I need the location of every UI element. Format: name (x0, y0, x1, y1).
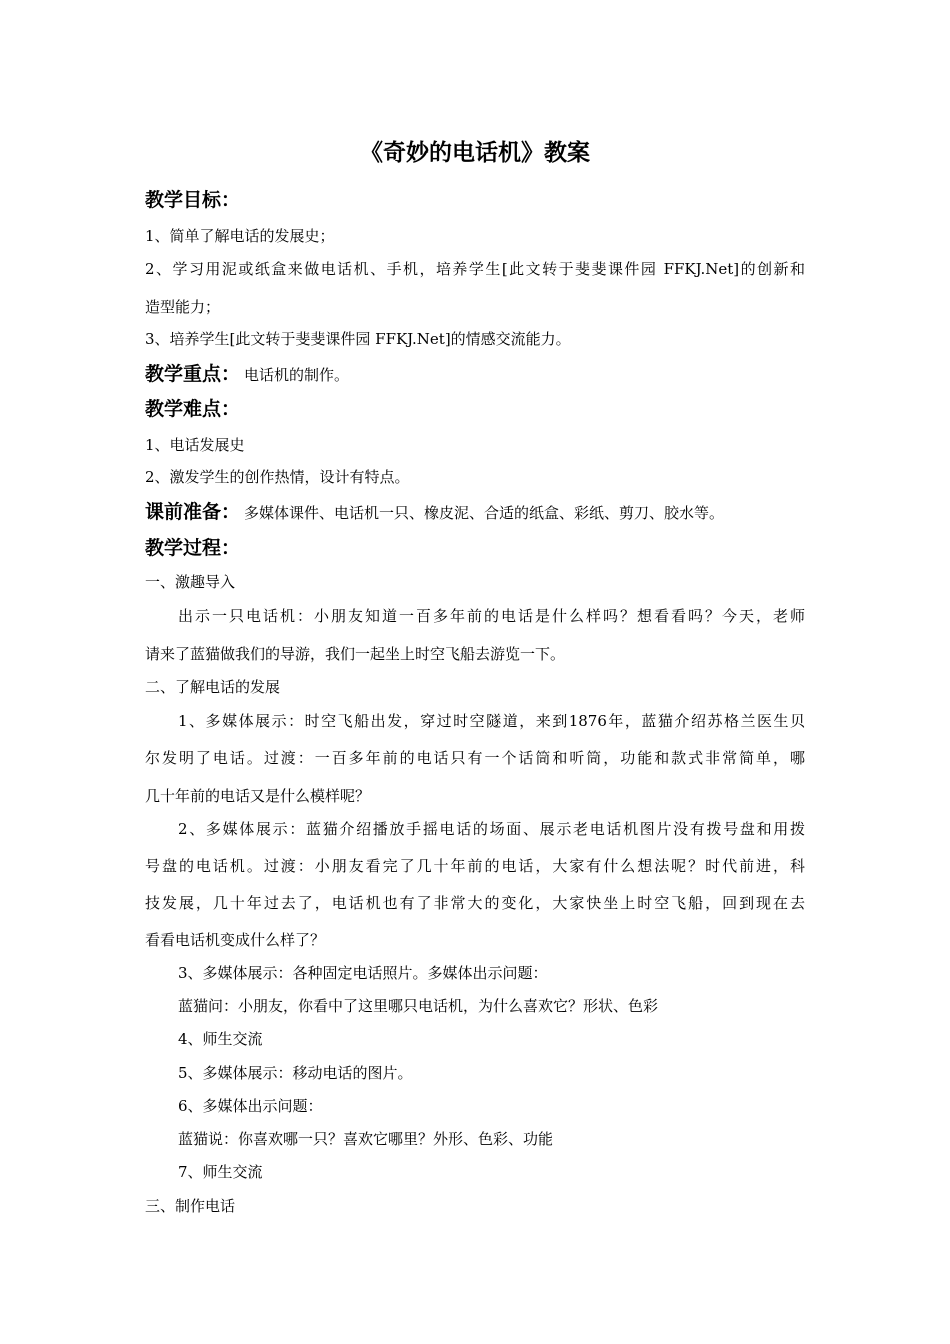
objective-item-2: 2、学习用泥或纸盒来做电话机、手机，培养学生[此文转于斐斐课件园 FFKJ.Net]的创新和 (145, 260, 805, 278)
process-heading: 教学过程： (145, 537, 241, 559)
part2-step2-line-2: 号盘的电话机。过渡：小朋友看完了几十年前的电话，大家有什么想法呢？时代前进，科 (145, 857, 805, 875)
preparation-heading: 课前准备： (145, 501, 241, 523)
part1-line-1: 出示一只电话机：小朋友知道一百多年前的电话是什么样吗？想看看吗？今天，老师 (178, 607, 805, 625)
difficulty-item-1: 1、电话发展史 (145, 436, 245, 454)
part2-step1-line-2: 尔发明了电话。过渡：一百多年前的电话只有一个话筒和听筒，功能和款式非常简单，哪 (145, 749, 805, 767)
objectives-heading: 教学目标： (145, 189, 241, 211)
key-point-text: 电话机的制作。 (244, 366, 350, 384)
part2-step1-line-3: 几十年前的电话又是什么模样呢？ (145, 787, 371, 805)
part2-step6-question: 蓝猫说：你喜欢哪一只？喜欢它哪里？外形、色彩、功能 (178, 1130, 554, 1148)
objective-item-1: 1、简单了解电话的发展史； (145, 227, 335, 245)
key-point-row (145, 361, 349, 388)
part2-step1-line-1: 1、多媒体展示：时空飞船出发，穿过时空隧道，来到1876年，蓝猫介绍苏格兰医生贝 (178, 712, 805, 730)
part1-line-2: 请来了蓝猫做我们的导游，我们一起坐上时空飞船去游览一下。 (145, 645, 566, 663)
difficulty-item-2: 2、激发学生的创作热情，设计有特点。 (145, 468, 410, 486)
part3-title: 三、制作电话 (145, 1197, 236, 1215)
objective-item-2-cont: 造型能力； (145, 298, 221, 316)
part2-step4: 4、师生交流 (178, 1030, 263, 1048)
part2-title: 二、了解电话的发展 (145, 678, 281, 696)
part2-step2-line-1: 2、多媒体展示：蓝猫介绍播放手摇电话的场面、展示老电话机图片没有拨号盘和用拨 (178, 820, 805, 838)
part2-step3-question: 蓝猫问：小朋友，你看中了这里哪只电话机，为什么喜欢它？形状、色彩 (178, 997, 659, 1015)
preparation-text: 多媒体课件、电话机一只、橡皮泥、合适的纸盒、彩纸、剪刀、胶水等。 (244, 504, 725, 522)
part2-step3: 3、多媒体展示：各种固定电话照片。多媒体出示问题： (178, 964, 548, 982)
part2-step5: 5、多媒体展示：移动电话的图片。 (178, 1064, 413, 1082)
part2-step2-line-3: 技发展，几十年过去了，电话机也有了非常大的变化，大家快坐上时空飞船，回到现在去 (145, 894, 805, 912)
key-point-heading: 教学重点： (145, 363, 241, 385)
difficulty-heading: 教学难点： (145, 398, 241, 420)
part2-step2-line-4: 看看电话机变成什么样了？ (145, 931, 326, 949)
preparation-row (145, 499, 724, 526)
part1-title: 一、激趣导入 (145, 573, 236, 591)
part2-step7: 7、师生交流 (178, 1163, 263, 1181)
document-title: 《奇妙的电话机》教案 (360, 140, 590, 166)
part2-step6: 6、多媒体出示问题： (178, 1097, 323, 1115)
objective-item-3: 3、培养学生[此文转于斐斐课件园 FFKJ.Net]的情感交流能力。 (145, 330, 571, 348)
